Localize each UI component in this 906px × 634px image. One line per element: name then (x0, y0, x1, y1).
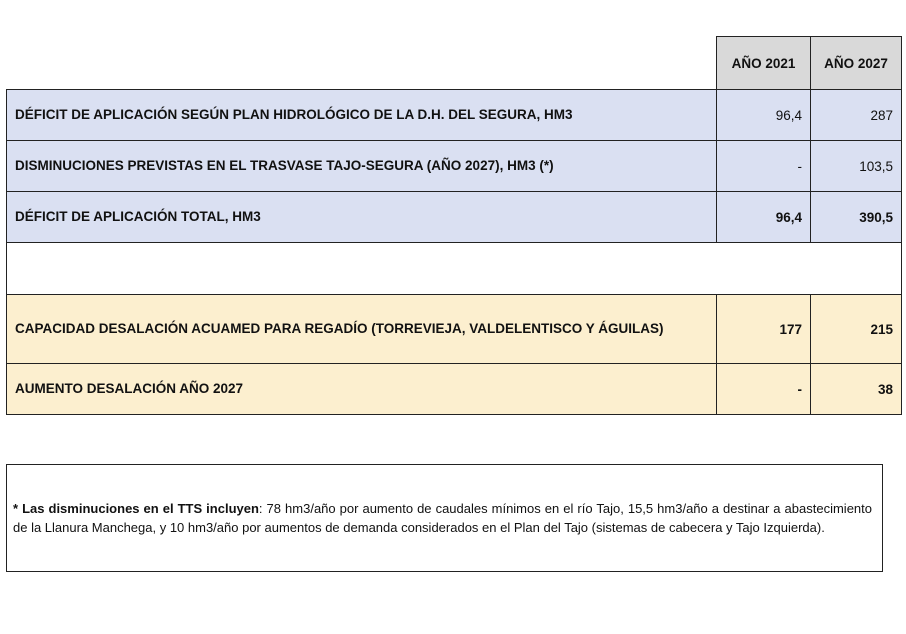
row-label: CAPACIDAD DESALACIÓN ACUAMED PARA REGADÍO (TORREVIEJA, VALDELENTISCO Y ÁGUILAS) (7, 295, 717, 364)
row-value-2027: 103,5 (811, 141, 902, 192)
table-row-deficit-plan (7, 90, 902, 141)
footnote-text: : 78 hm3/año por aumento de caudales mínimos en el río Tajo, 15,5 hm3/año a destinar a abastecimiento de la Llanura Manchega, y 10 hm3/año por aumentos de demanda considerados en el Plan del Tajo (sistemas de cabecera y Tajo Izquierda). (13, 501, 872, 535)
row-value-2021: - (717, 364, 811, 415)
row-value-2027: 38 (811, 364, 902, 415)
spacer-cell (7, 243, 902, 295)
table-row-capacidad-desalacion (7, 295, 902, 364)
header-year-2021: AÑO 2021 (717, 37, 811, 90)
row-value-2027: 215 (811, 295, 902, 364)
table-row-aumento-desalacion (7, 364, 902, 415)
deficit-table (6, 36, 902, 415)
row-value-2021: 96,4 (717, 192, 811, 243)
row-value-2021: 177 (717, 295, 811, 364)
footnote-lead: * Las disminuciones en el TTS incluyen (13, 501, 259, 516)
row-label: DÉFICIT DE APLICACIÓN SEGÚN PLAN HIDROLÓGICO DE LA D.H. DEL SEGURA, HM3 (7, 90, 717, 141)
row-label: DÉFICIT DE APLICACIÓN TOTAL, HM3 (7, 192, 717, 243)
row-value-2021: - (717, 141, 811, 192)
row-value-2021: 96,4 (717, 90, 811, 141)
table-row-deficit-total (7, 192, 902, 243)
row-value-2027: 287 (811, 90, 902, 141)
row-value-2027: 390,5 (811, 192, 902, 243)
header-row (7, 37, 902, 90)
data-table-container (6, 36, 901, 415)
header-year-2027: AÑO 2027 (811, 37, 902, 90)
row-label: AUMENTO DESALACIÓN AÑO 2027 (7, 364, 717, 415)
table-spacer-row (7, 243, 902, 295)
footnote-box (6, 464, 883, 572)
row-label: DISMINUCIONES PREVISTAS EN EL TRASVASE TAJO-SEGURA (AÑO 2027), HM3 (*) (7, 141, 717, 192)
header-blank-cell (7, 37, 717, 90)
table-row-disminuciones (7, 141, 902, 192)
